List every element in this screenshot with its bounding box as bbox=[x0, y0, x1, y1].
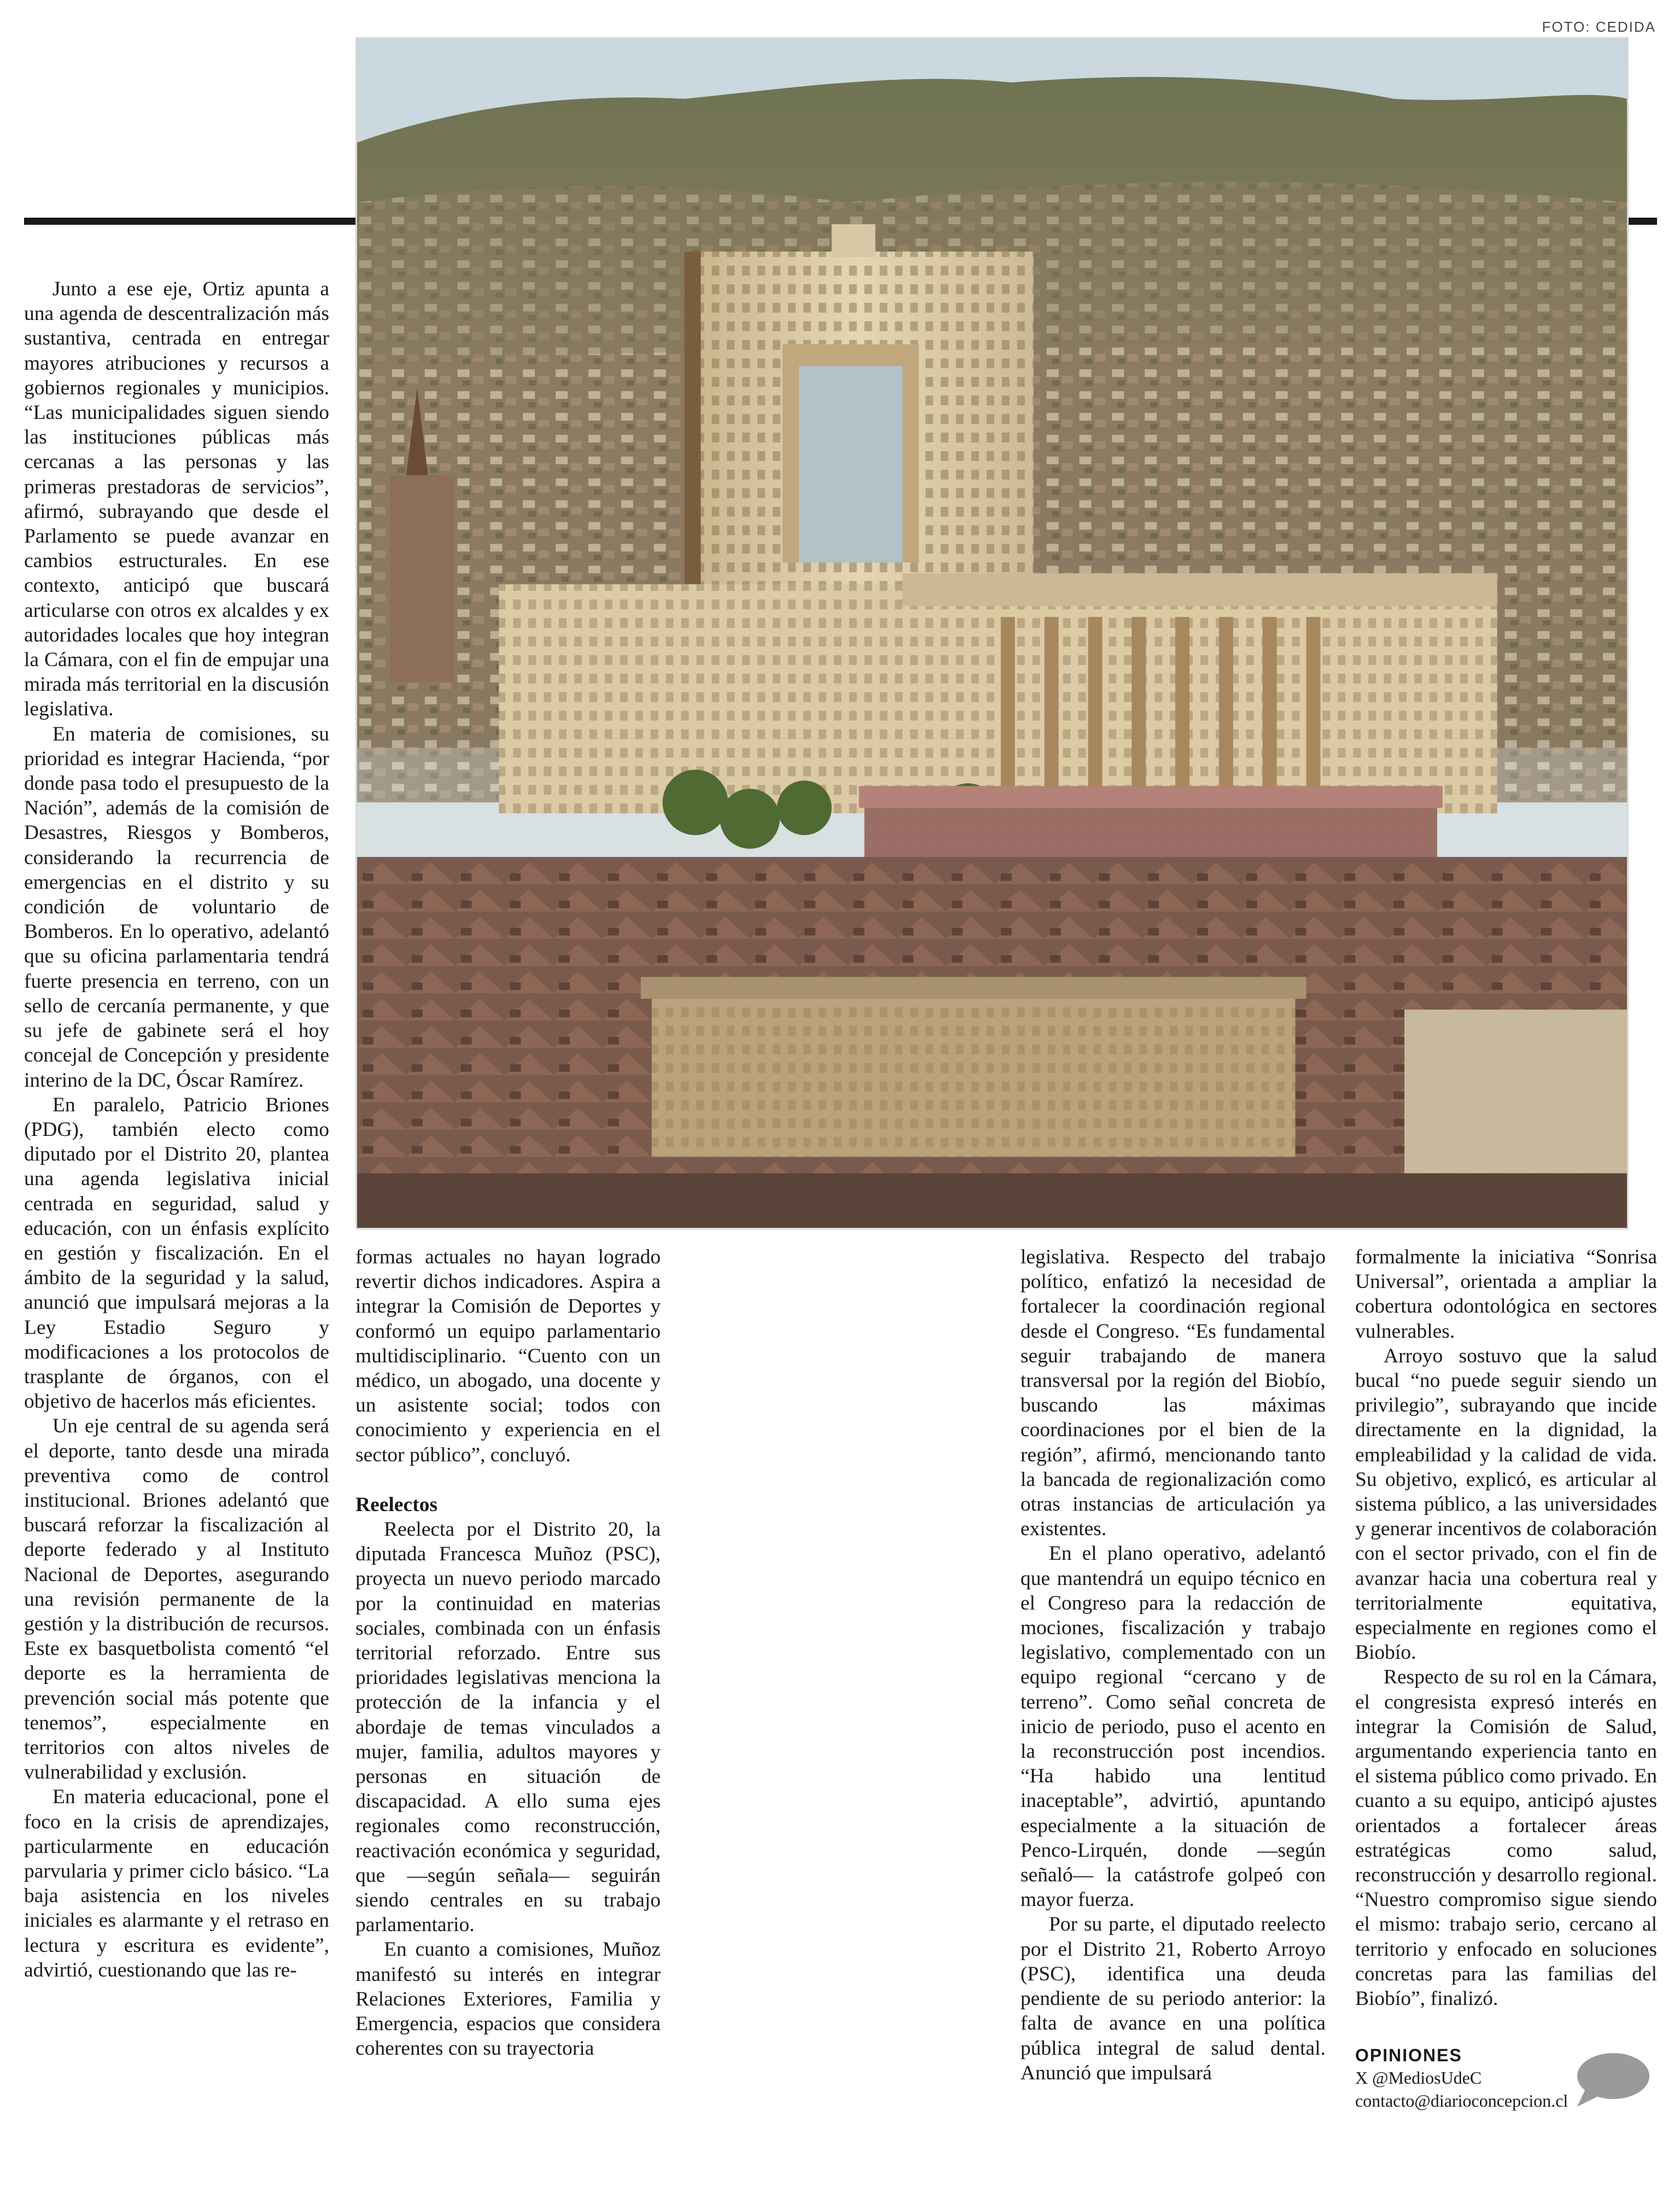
section-rule-right bbox=[1626, 218, 1657, 225]
paragraph: formalmente la iniciativa “Sonrisa Universal”, orientada a ampliar la cobertura odontológica en sectores vulnerables. bbox=[1355, 1246, 1657, 1343]
section-rule-left bbox=[24, 218, 358, 225]
paragraph: En materia educacional, pone el foco en la crisis de aprendizajes, particularmente en educación parvularia y primer ciclo básico. “La baja asistencia en los niveles iniciales es alarmante y el retraso en lectura y escritura es evidente”, advirtió, cuestionando que las re- bbox=[24, 1786, 329, 1981]
paragraph: Junto a ese eje, Ortiz apunta a una agenda de descentralización más sustantiva, centrada en entregar mayores atribuciones y recursos a gobiernos regionales y municipios. “Las municipalidades siguen siendo las instituciones públicas más cercanas a las personas y las primeras prestadoras de servicios”, afirmó, subrayando que desde el Parlamento se puede avanzar en cambios estructurales. En ese contexto, anticipó que buscará articularse con otros ex alcaldes y ex autoridades locales que hoy integran la Cámara, con el fin de empujar una mirada más territorial en la discusión legislativa. bbox=[24, 278, 329, 721]
opinions-box bbox=[1355, 2044, 1657, 2176]
congress-photo-illustration bbox=[357, 39, 1627, 1228]
paragraph: En materia de comisiones, su prioridad es integrar Hacienda, “por donde pasa todo el presupuesto de la Nación”, además de la comisión de Desastres, Riesgos y Bomberos, considerando la recurrencia de emergencias en el distrito y su condición de voluntario de Bomberos. En lo operativo, adelantó que su oficina parlamentaria tendrá fuerte presencia en terreno, con un sello de cercanía permanente, y que su jefe de gabinete será el hoy concejal de Concepción y presidente interino de la DC, Óscar Ramírez. bbox=[24, 722, 329, 1092]
paragraph: Arroyo sostuvo que la salud bucal “no puede seguir siendo un privilegio”, subrayando que incide directamente en la dignidad, la empleabilidad y la calidad de vida. Su objetivo, explicó, es articular al sistema público, a las universidades y generar incentivos de colaboración con el sector privado, con el fin de avanzar hacia una cobertura real y territorialmente equitativa, especialmente en regiones como el Biobío. bbox=[1355, 1344, 1657, 1664]
article-column-2 bbox=[355, 1245, 661, 2061]
congress-photo bbox=[355, 37, 1629, 1229]
paragraph: En cuanto a comisiones, Muñoz manifestó su interés en integrar Relaciones Exteriores, Familia y Emergencia, espacios que considera coherentes con su trayectoria bbox=[355, 1938, 661, 2060]
contact-email[interactable]: contacto@diarioconcepcion.cl bbox=[1355, 2091, 1568, 2111]
opinions-title: OPINIONES bbox=[1355, 2045, 1462, 2065]
paragraph: Por su parte, el diputado reelecto por el Distrito 21, Roberto Arroyo (PSC), identifica una deuda pendiente de su periodo anterior: la falta de avance en una política pública integral de salud dental. Anunció que impulsará bbox=[1020, 1913, 1326, 2084]
article-column-1 bbox=[24, 277, 329, 1983]
paragraph: En paralelo, Patricio Briones (PDG), también electo como diputado por el Distrito 20, plantea una agenda legislativa inicial centrada en seguridad, salud y educación, con un énfasis explícito en gestión y fiscalización. En el ámbito de la seguridad y la salud, anunció que impulsará mejoras a la Ley Estadio Seguro y modificaciones a los protocolos de trasplante de órganos, con el objetivo de hacerlos más eficientes. bbox=[24, 1093, 329, 1413]
paragraph: formas actuales no hayan logrado revertir dichos indicadores. Aspira a integrar la Comisión de Deportes y conformó un equipo parlamentario multidisciplinario. “Cuento con un médico, un abogado, una docente y un asistente social; todos con conocimiento y experiencia en el sector público”, concluyó. bbox=[355, 1246, 661, 1466]
paragraph: Un eje central de su agenda será el deporte, tanto desde una mirada preventiva como de control institucional. Briones adelantó que buscará reforzar la fiscalización al deporte federado y al Instituto Nacional de Deportes, asegurando una revisión permanente de la gestión y la distribución de recursos. Este ex basquetbolista comentó “el deporte es la herramienta de prevención social más potente que tenemos”, especialmente en territorios con altos niveles de vulnerabilidad y exclusión. bbox=[24, 1415, 329, 1784]
subheading-reelectos: Reelectos bbox=[355, 1493, 438, 1516]
paragraph: Reelecta por el Distrito 20, la diputada Francesca Muñoz (PSC), proyecta un nuevo periodo marcado por la continuidad en materias sociales, combinada con un énfasis territorial reforzado. Entre sus prioridades legislativas menciona la protección de la infancia y el abordaje de temas vinculados a mujer, familia, adultos mayores y personas en situación de discapacidad. A ello suma ejes regionales como reconstrucción, reactivación económica y seguridad, que —según señala— seguirán siendo centrales en su trabajo parlamentario. bbox=[355, 1518, 661, 1937]
article-column-3 bbox=[1020, 1245, 1326, 2085]
photo-credit: FOTO: CEDIDA bbox=[1542, 19, 1656, 35]
speech-bubble-icon bbox=[1570, 2050, 1652, 2110]
article-column-4 bbox=[1355, 1245, 1657, 2011]
paragraph: En el plano operativo, adelantó que mantendrá un equipo técnico en el Congreso para la redacción de mociones, fiscalización y trabajo legislativo, complementado con un equipo regional “cercano y de terreno”. Como señal concreta de inicio de periodo, puso el acento en la reconstrucción post incendios. “Ha habido una lentitud inaceptable”, advirtió, apuntando especialmente a la situación de Penco-Lirquén, donde —según señaló— la catástrofe golpeó con mayor fuerza. bbox=[1020, 1542, 1326, 1911]
paragraph: legislativa. Respecto del trabajo político, enfatizó la necesidad de fortalecer la coordinación regional desde el Congreso. “Es fundamental seguir trabajando de manera transversal por la región del Biobío, buscando las máximas coordinaciones por el bien de la región”, afirmó, mencionando tanto la bancada de regionalización como otras instancias de articulación ya existentes. bbox=[1020, 1246, 1326, 1541]
paragraph: Respecto de su rol en la Cámara, el congresista expresó interés en integrar la Comisión de Salud, argumentando experiencia tanto en el sistema público como privado. En cuanto a su equipo, anticipó ajustes orientados a fortalecer áreas estratégicas como salud, reconstrucción y desarrollo regional. “Nuestro compromiso sigue siendo el mismo: trabajo serio, cercano al territorio y enfocado en soluciones concretas para las familias del Biobío”, finalizó. bbox=[1355, 1666, 1657, 2010]
social-handle[interactable]: X @MediosUdeC bbox=[1355, 2068, 1482, 2088]
